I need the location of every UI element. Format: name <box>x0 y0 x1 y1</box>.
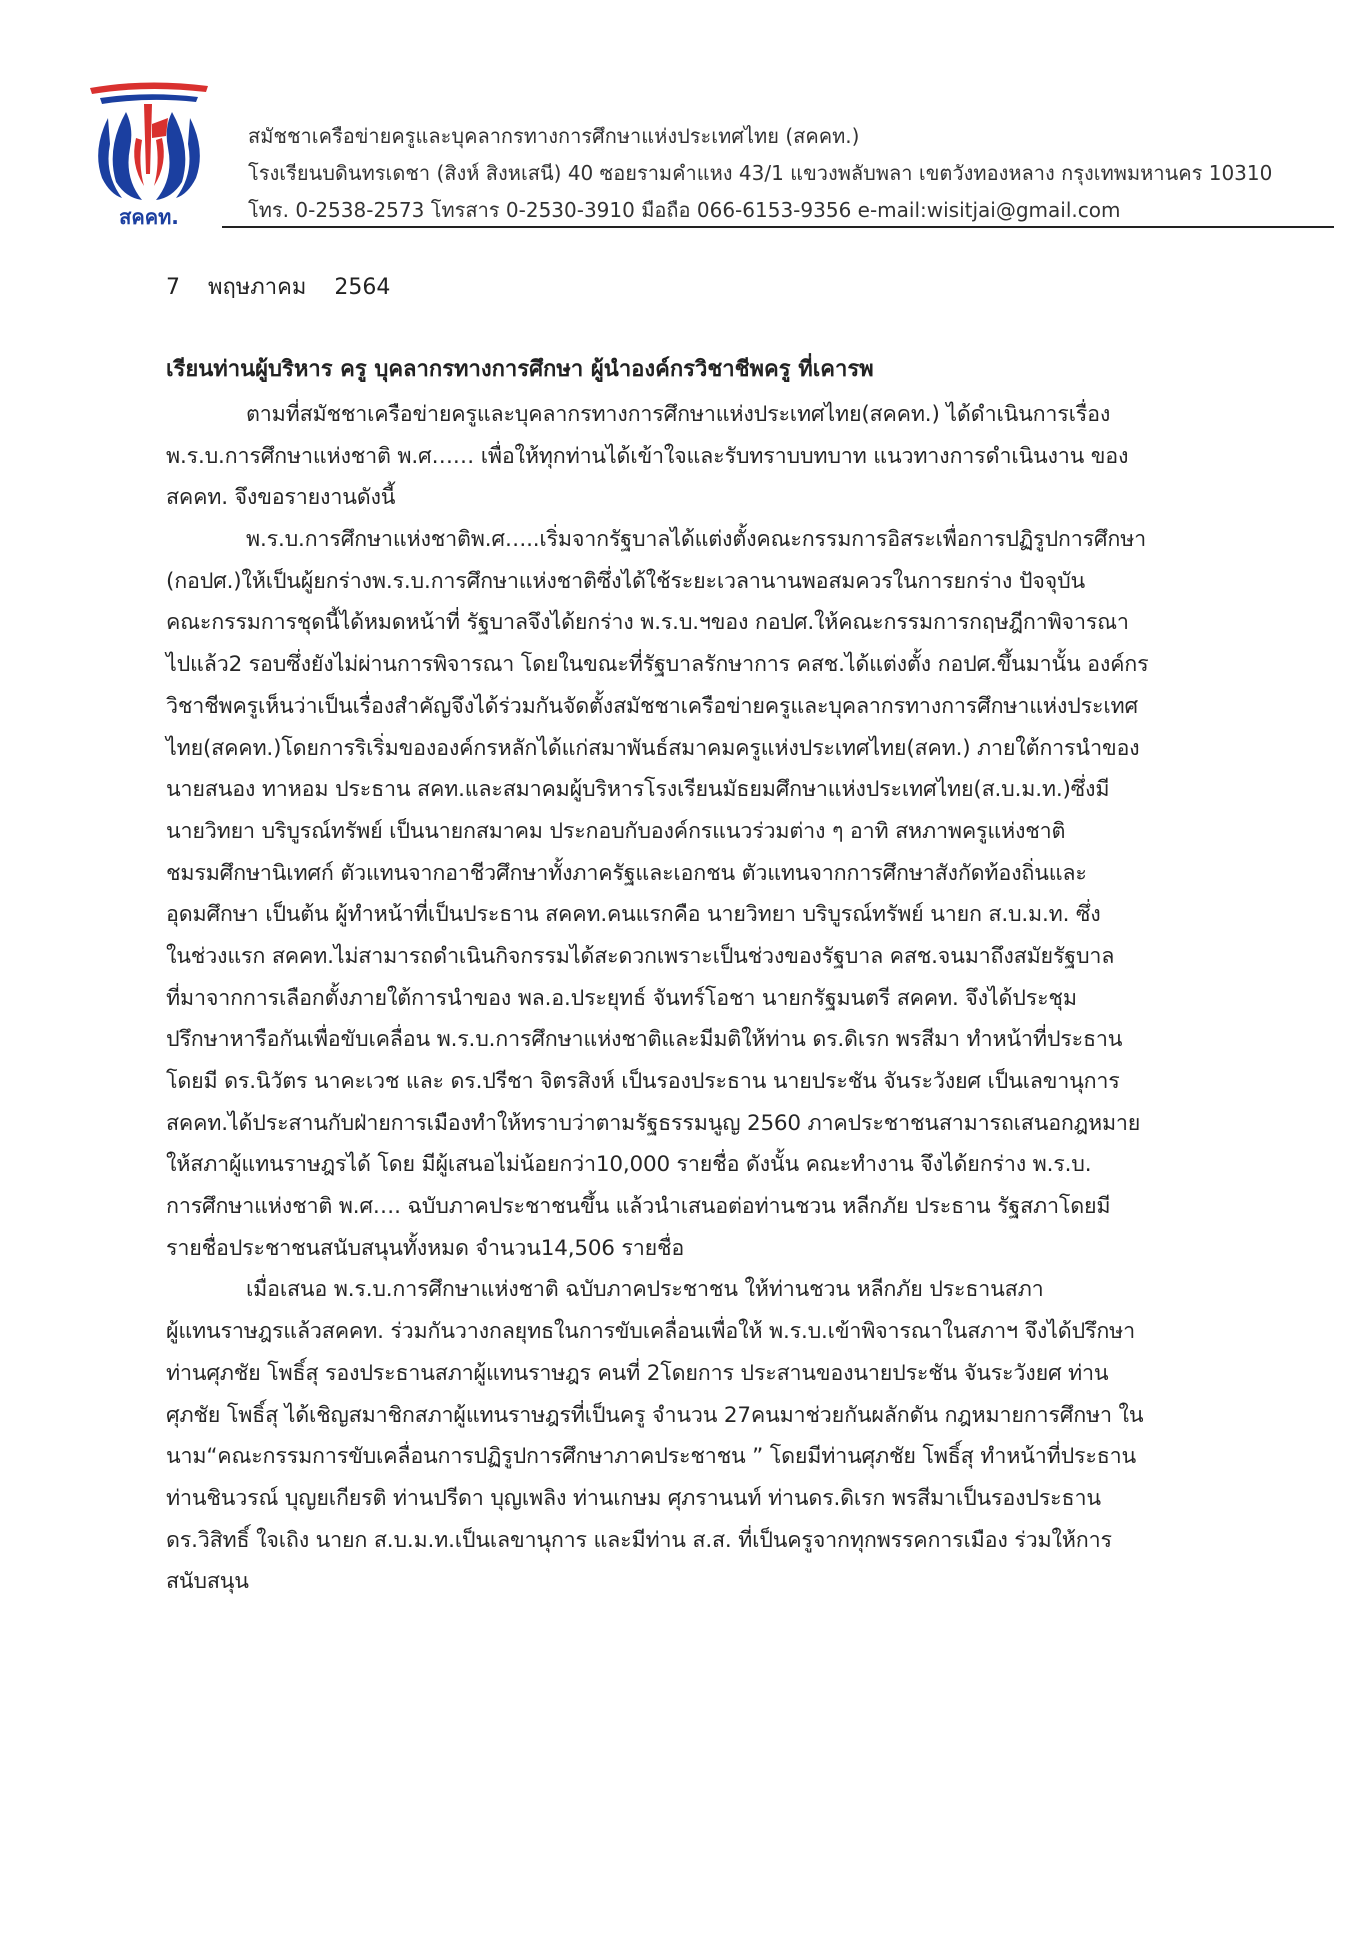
body-text-line: พ.ร.บ.การศึกษาแห่งชาติพ.ศ…..เริ่มจากรัฐบาลได้แต่งตั้งคณะกรรมการอิสระเพื่อการปฏิรูปการศึกษา <box>246 527 1147 553</box>
body-text-line: ไทย(สคคท.)โดยการริเริ่มขององค์กรหลักได้แก่สมาพันธ์สมาคมครูแห่งประเทศไทย(สคท.) ภายใต้การนำของ <box>166 735 1140 761</box>
organization-name: สมัชชาเครือข่ายครูและบุคลากรทางการศึกษาแห่งประเทศไทย (สคคท.) <box>248 124 860 148</box>
body-text-line: ดร.วิสิทธิ์ ใจเถิง นายก ส.บ.ม.ท.เป็นเลขานุการ และมีท่าน ส.ส. ที่เป็นครูจากทุกพรรคการเมือง ร่วมให้การ <box>166 1527 1112 1553</box>
body-text-line: วิชาชีพครูเห็นว่าเป็นเรื่องสำคัญจึงได้ร่วมกันจัดตั้งสมัชชาเครือข่ายครูและบุคลากรทางการศึกษาแห่งประเทศ <box>166 693 1138 719</box>
body-text-line: (กอปศ.)ให้เป็นผู้ยกร่างพ.ร.บ.การศึกษาแห่งชาติซึ่งได้ใช้ระยะเวลานานพอสมควรในการยกร่าง ปัจจุบัน <box>166 568 1086 594</box>
body-text-line: นายสนอง ทาหอม ประธาน สคท.และสมาคมผู้บริหารโรงเรียนมัธยมศึกษาแห่งประเทศไทย(ส.บ.ม.ท.)ซึ่งมี <box>166 777 1110 803</box>
body-text-line: ผู้แทนราษฎรแล้วสคคท. ร่วมกันวางกลยุทธในการขับเคลื่อนเพื่อให้ พ.ร.บ.เข้าพิจารณาในสภาฯ จึงได้ปรึกษา <box>166 1319 1136 1345</box>
letterhead-text <box>248 118 1348 229</box>
body-text-line: โดยมี ดร.นิวัตร นาคะเวช และ ดร.ปรีชา จิตรสิงห์ เป็นรองประธาน นายประชัน จันระวังยศ เป็นเลขานุการ <box>166 1069 1120 1094</box>
body-text-line: ในช่วงแรก สคคท.ไม่สามารถดำเนินกิจกรรมได้สะดวกเพราะเป็นช่วงของรัฐบาล คสช.จนมาถึงสมัยรัฐบาล <box>166 943 1115 969</box>
body-text-line: สคคท. จึงขอรายงานดังนี้ <box>166 485 396 511</box>
body-text-line: ชมรมศึกษานิเทศก์ ตัวแทนจากอาชีวศึกษาทั้งภาครัฐและเอกชน ตัวแทนจากการศึกษาสังกัดท้องถิ่นและ <box>166 860 1087 886</box>
body-text-line: นายวิทยา บริบูรณ์ทรัพย์ เป็นนายกสมาคม ประกอบกับองค์กรแนวร่วมต่าง ๆ อาทิ สหภาพครูแห่งชาติ <box>166 818 1066 844</box>
body-text-line: รายชื่อประชาชนสนับสนุนทั้งหมด จำนวน14,506 รายชื่อ <box>166 1235 685 1261</box>
body-text-line: การศึกษาแห่งชาติ พ.ศ…. ฉบับภาคประชาชนขึ้น แล้วนำเสนอต่อท่านชวน หลีกภัย ประธาน รัฐสภาโดยมี <box>166 1194 1111 1220</box>
body-text-line: ที่มาจากการเลือกตั้งภายใต้การนำของ พล.อ.ประยุทธ์ จันทร์โอชา นายกรัฐมนตรี สคคท. จึงได้ประชุม <box>166 985 1077 1011</box>
body-text-line: ไปแล้ว2 รอบซึ่งยังไม่ผ่านการพิจารณา โดยในขณะที่รัฐบาลรักษาการ คสช.ได้แต่งตั้ง กอปศ.ขึ้นมานั้น องค์กร <box>166 652 1149 678</box>
body-text-line: อุดมศึกษา เป็นต้น ผู้ทำหน้าที่เป็นประธาน สคคท.คนแรกคือ นายวิทยา บริบูรณ์ทรัพย์ นายก ส.บ.ม.ท. ซึ่ง <box>166 902 1101 928</box>
logo-text: สคคท. <box>119 205 179 228</box>
body-text-line: ศุภชัย โพธิ์สุ ได้เชิญสมาชิกสภาผู้แทนราษฎรที่เป็นครู จำนวน 27คนมาช่วยกันผลักดัน กฎหมายการศึกษา ใน <box>166 1402 1144 1428</box>
body-text-line: ปรึกษาหารือกันเพื่อขับเคลื่อน พ.ร.บ.การศึกษาแห่งชาติและมีมติให้ท่าน ดร.ดิเรก พรสีมา ทำหน้าที่ประธาน <box>166 1027 1123 1053</box>
organization-logo <box>86 78 212 228</box>
body-text-line: พ.ร.บ.การศึกษาแห่งชาติ พ.ศ…… เพื่อให้ทุกท่านได้เข้าใจและรับทราบบทบาท แนวทางการดำเนินงาน ของ <box>166 443 1129 469</box>
body-text-line: เมื่อเสนอ พ.ร.บ.การศึกษาแห่งชาติ ฉบับภาคประชาชน ให้ท่านชวน หลีกภัย ประธานสภา <box>246 1277 1044 1303</box>
body-text-line: ให้สภาผู้แทนราษฎรได้ โดย มีผู้เสนอไม่น้อยกว่า10,000 รายชื่อ ดังนั้น คณะทำงาน จึงได้ยกร่าง พ.ร.บ. <box>166 1152 1092 1178</box>
body-text-line: ท่านศุภชัย โพธิ์สุ รองประธานสภาผู้แทนราษฎร คนที่ 2โดยการ ประสานของนายประชัน จันระวังยศ ท่าน <box>166 1360 1109 1386</box>
body-text-line: ตามที่สมัชชาเครือข่ายครูและบุคลากรทางการศึกษาแห่งประเทศไทย(สคคท.) ได้ดำเนินการเรื่อง <box>246 402 1111 427</box>
letter-body <box>166 394 1206 1603</box>
salutation: เรียนท่านผู้บริหาร ครู บุคลากรทางการศึกษา ผู้นำองค์กรวิชาชีพครู ที่เคารพ <box>166 357 874 382</box>
organization-contact: โทร. 0-2538-2573 โทรสาร 0-2530-3910 มือถือ 066-6153-9356 e-mail:wisitjai@gmail.com <box>248 198 1121 222</box>
organization-address: โรงเรียนบดินทรเดชา (สิงห์ สิงหเสนี) 40 ซอยรามคำแหง 43/1 แขวงพลับพลา เขตวังทองหลาง กรุงเทพมหานคร 10310 <box>248 161 1273 185</box>
body-text-line: ท่านชินวรณ์ บุญยเกียรติ ท่านปรีดา บุญเพลิง ท่านเกษม ศุภรานนท์ ท่านดร.ดิเรก พรสีมาเป็นรองประธาน <box>166 1485 1101 1511</box>
body-text-line: นาม“คณะกรรมการขับเคลื่อนการปฏิรูปการศึกษาภาคประชาชน ” โดยมีท่านศุภชัย โพธิ์สุ ทำหน้าที่ประธาน <box>166 1444 1136 1470</box>
body-text-line: สคคท.ได้ประสานกับฝ่ายการเมืองทำให้ทราบว่าตามรัฐธรรมนูญ 2560 ภาคประชาชนสามารถเสนอกฎหมาย <box>166 1110 1141 1136</box>
body-text-line: คณะกรรมการชุดนี้ได้หมดหน้าที่ รัฐบาลจึงได้ยกร่าง พ.ร.บ.ฯของ กอปศ.ให้คณะกรรมการกฤษฎีกาพิจารณา <box>166 610 1129 636</box>
letterhead-divider <box>222 226 1334 228</box>
body-text-line: สนับสนุน <box>166 1569 249 1595</box>
letter-date: 7 พฤษภาคม 2564 <box>166 275 391 300</box>
